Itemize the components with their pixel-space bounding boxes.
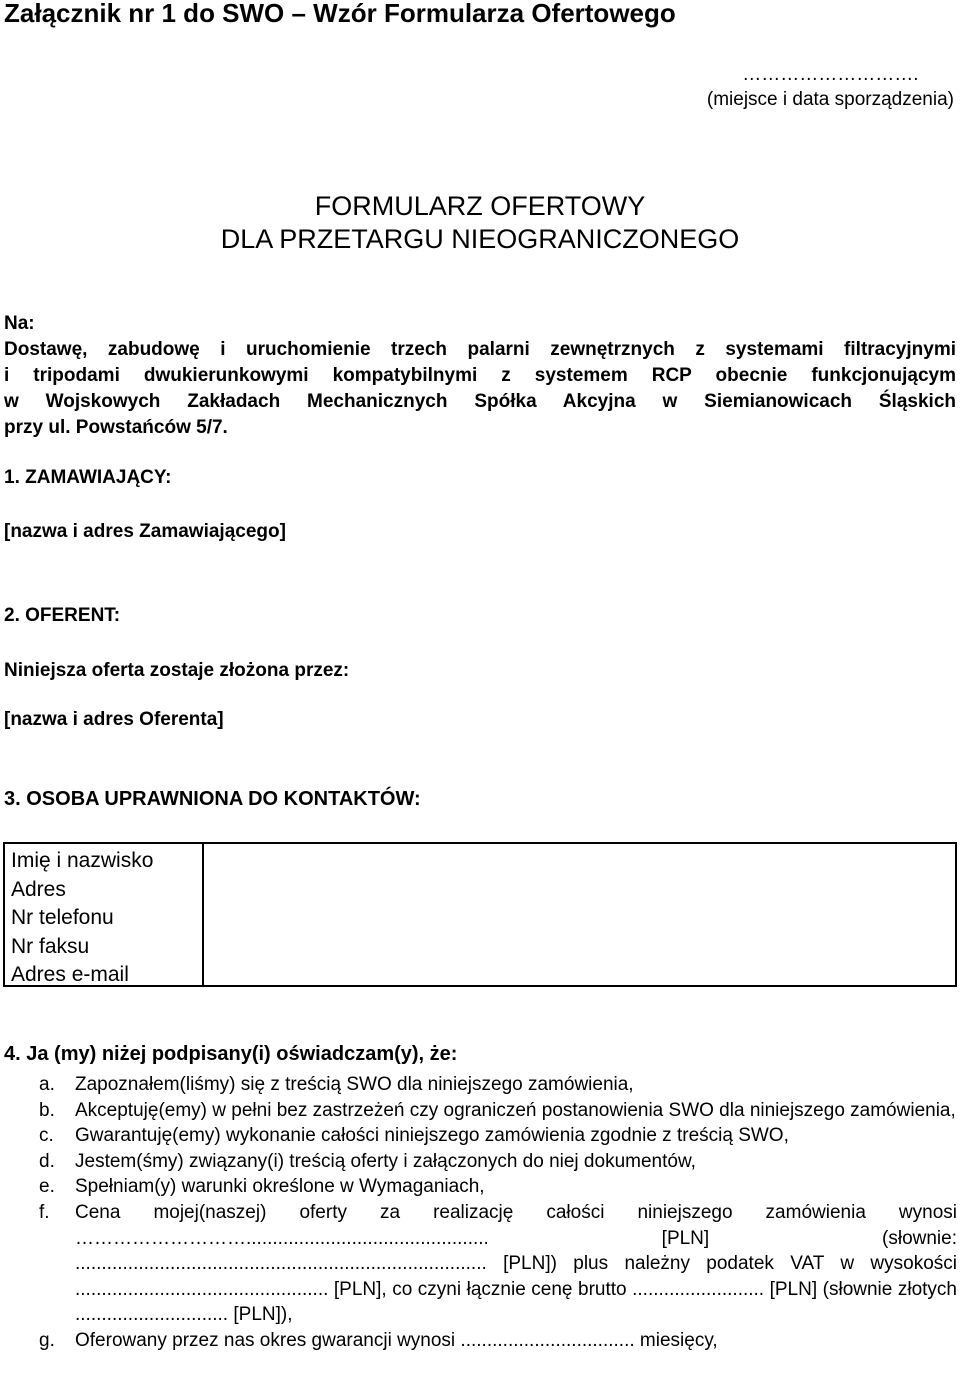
section-1-heading: 1. ZAMAWIAJĄCY: [4,467,172,488]
declaration-text: Gwarantuję(emy) wykonanie całości niniejszego zamówienia zgodnie z treścią SWO, [75,1125,789,1147]
contact-label-address: Adres [11,877,66,901]
place-date-dots: ………………………. [742,64,919,85]
declaration-item [39,1098,957,1124]
contact-person-table [3,842,957,987]
contact-label-name: Imię i nazwisko [11,849,154,872]
declaration-text: Oferowany przez nas okres gwarancji wynosi ................................. miesięcy, [75,1329,718,1351]
declaration-item [39,1072,957,1098]
declarations-list [39,1072,957,1354]
place-date-field [707,62,954,112]
declaration-text: Akceptuję(emy) w pełni bez zastrzeżeń czy ograniczeń postanowienia SWO dla niniejszego zamówienia, [75,1099,956,1121]
declaration-marker: e. [39,1176,55,1198]
form-title [0,190,960,256]
declaration-item [39,1123,957,1149]
section-2-heading: 2. OFERENT: [4,605,121,626]
contact-label-phone: Nr telefonu [11,906,114,929]
declaration-marker: f. [39,1201,50,1223]
contact-values-field[interactable] [204,844,955,985]
bidder-placeholder: [nazwa i adres Oferenta] [4,709,224,730]
declaration-text: Jestem(śmy) związany(i) treścią oferty i załączonych do niej dokumentów, [75,1150,696,1172]
declaration-text: Zapoznałem(liśmy) się z treścią SWO dla niniejszego zamówienia, [75,1074,634,1095]
declaration-marker: d. [39,1150,55,1172]
form-title-line1: FORMULARZ OFERTOWY [314,191,646,221]
subject-line-4: przy ul. Powstańców 5/7. [4,417,228,438]
declaration-item [39,1200,957,1328]
declaration-marker: g. [39,1329,55,1351]
declaration-text: Cena mojej(naszej) oferty za realizację całości niniejszego zamówienia wynosi ……………………….............................................. [PLN] (słownie: .............................................................................. [PLN]) plus należny podatek VAT w wysokości ................................................ [PLN], co czyni łącznie cenę brutto ......................... [PLN] (słownie złotych ............................. [PLN]), [75,1201,957,1326]
ordering-party-placeholder: [nazwa i adres Zamawiającego] [4,521,286,542]
section-3-heading: 3. OSOBA UPRAWNIONA DO KONTAKTÓW: [4,788,421,810]
subject-line-2: i tripodami dwukierunkowymi kompatybilnymi z systemem RCP obecnie funkcjonującym [4,365,956,386]
addressee-block [4,311,956,441]
subject-line-3: w Wojskowych Zakładach Mechanicznych Spółka Akcyjna w Siemianowicach Śląskich [4,391,956,412]
declaration-marker: a. [39,1074,55,1095]
declaration-marker: b. [39,1099,55,1121]
declaration-marker: c. [39,1125,54,1147]
contact-labels-column [5,844,204,985]
attachment-title: Załącznik nr 1 do SWO – Wzór Formularza Ofertowego [4,0,676,28]
declaration-item [39,1149,957,1175]
offer-submitted-by-line: Niniejsza oferta zostaje złożona przez: [4,660,350,681]
place-date-caption: (miejsce i data sporządzenia) [706,89,954,110]
declaration-item [39,1328,957,1354]
subject-line-1: Dostawę, zabudowę i uruchomienie trzech palarni zewnętrznych z systemami filtracyjnymi [4,339,956,360]
contact-label-fax: Nr faksu [11,934,90,958]
contact-label-email: Adres e-mail [11,963,129,986]
addressee-label: Na: [4,313,35,334]
declaration-item [39,1174,957,1200]
form-title-line2: DLA PRZETARGU NIEOGRANICZONEGO [220,224,740,254]
declaration-text: Spełniam(y) warunki określone w Wymaganiach, [75,1176,485,1198]
section-4-heading: 4. Ja (my) niżej podpisany(i) oświadczam(y), że: [4,1043,458,1065]
